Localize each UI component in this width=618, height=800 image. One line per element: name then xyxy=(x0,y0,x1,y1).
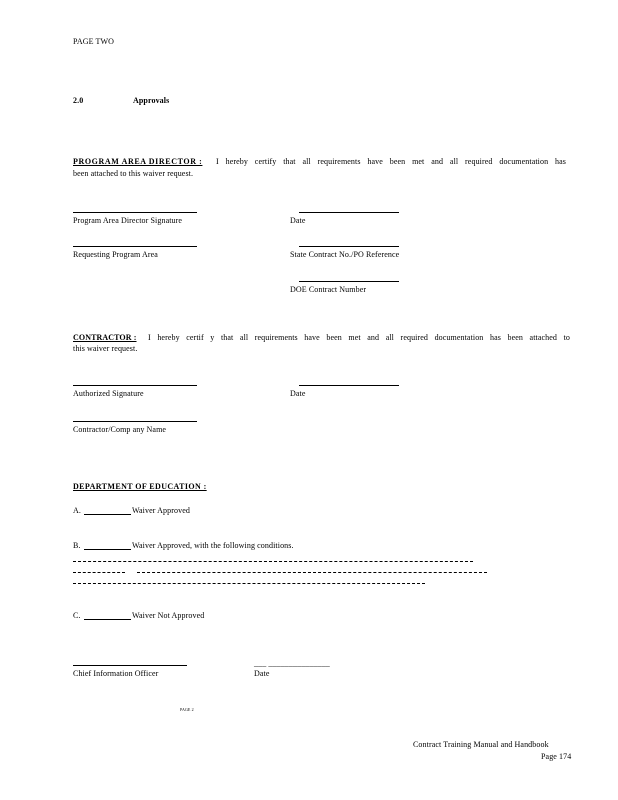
contractor-heading: CONTRACTOR : xyxy=(73,333,137,342)
chief-information-officer-label: Chief Information Officer xyxy=(73,669,159,678)
doe-contract-line xyxy=(299,281,399,282)
option-a-letter: A. xyxy=(73,506,81,515)
authorized-signature-line xyxy=(73,385,197,386)
contractor-statement-line1: I hereby certif y that all requirements have been met and all required documentation has been attached to xyxy=(148,333,570,342)
program-area-statement-line1: I hereby certify that all requirements have been met and all required documentation has xyxy=(216,157,566,166)
cio-signature-line xyxy=(73,665,187,666)
option-c-letter: C. xyxy=(73,611,81,620)
section-title: Approvals xyxy=(133,96,170,105)
contractor-company-name-label: Contractor/Comp any Name xyxy=(73,425,167,434)
program-area-director-heading: PROGRAM AREA DIRECTOR : xyxy=(73,157,203,166)
requesting-program-area-label: Requesting Program Area xyxy=(73,250,158,259)
option-b-text: Waiver Approved, with the following conditions. xyxy=(132,541,294,550)
date-line xyxy=(299,212,399,213)
state-contract-label: State Contract No./PO Reference xyxy=(290,250,400,259)
option-b-letter: B. xyxy=(73,541,81,550)
conditions-line-2b xyxy=(137,572,487,573)
contractor-statement-line2: this waiver request. xyxy=(73,344,138,353)
requesting-program-area-line xyxy=(73,246,197,247)
contractor-company-line xyxy=(73,421,197,422)
department-of-education-heading: DEPARTMENT OF EDUCATION : xyxy=(73,482,207,491)
option-a-text: Waiver Approved xyxy=(132,506,190,515)
program-area-statement-line2: been attached to this waiver request. xyxy=(73,169,194,178)
section-number: 2.0 xyxy=(73,96,84,105)
conditions-line-3 xyxy=(73,583,425,584)
doe-contract-number-label: DOE Contract Number xyxy=(290,285,367,294)
contractor-date-label: Date xyxy=(290,389,306,398)
option-c-blank xyxy=(84,619,131,620)
conditions-line-2a xyxy=(73,572,125,573)
signature-line xyxy=(73,212,197,213)
contractor-date-line xyxy=(299,385,399,386)
option-b-blank xyxy=(84,549,131,550)
option-a-blank xyxy=(84,514,131,515)
program-area-date-label: Date xyxy=(290,216,306,225)
state-contract-line xyxy=(299,246,399,247)
cio-date-label: Date xyxy=(254,669,270,678)
program-area-director-signature-label: Program Area Director Signature xyxy=(73,216,183,225)
manual-title: Contract Training Manual and Handbook xyxy=(413,740,549,749)
authorized-signature-label: Authorized Signature xyxy=(73,389,144,398)
page-header-label: PAGE TWO xyxy=(73,37,115,46)
small-page-marker: PAGE 2 xyxy=(180,707,194,712)
option-c-text: Waiver Not Approved xyxy=(132,611,205,620)
page-number: Page 174 xyxy=(541,752,572,761)
conditions-line-1 xyxy=(73,561,473,562)
cio-date-blank: ___ _______________ xyxy=(254,659,330,668)
